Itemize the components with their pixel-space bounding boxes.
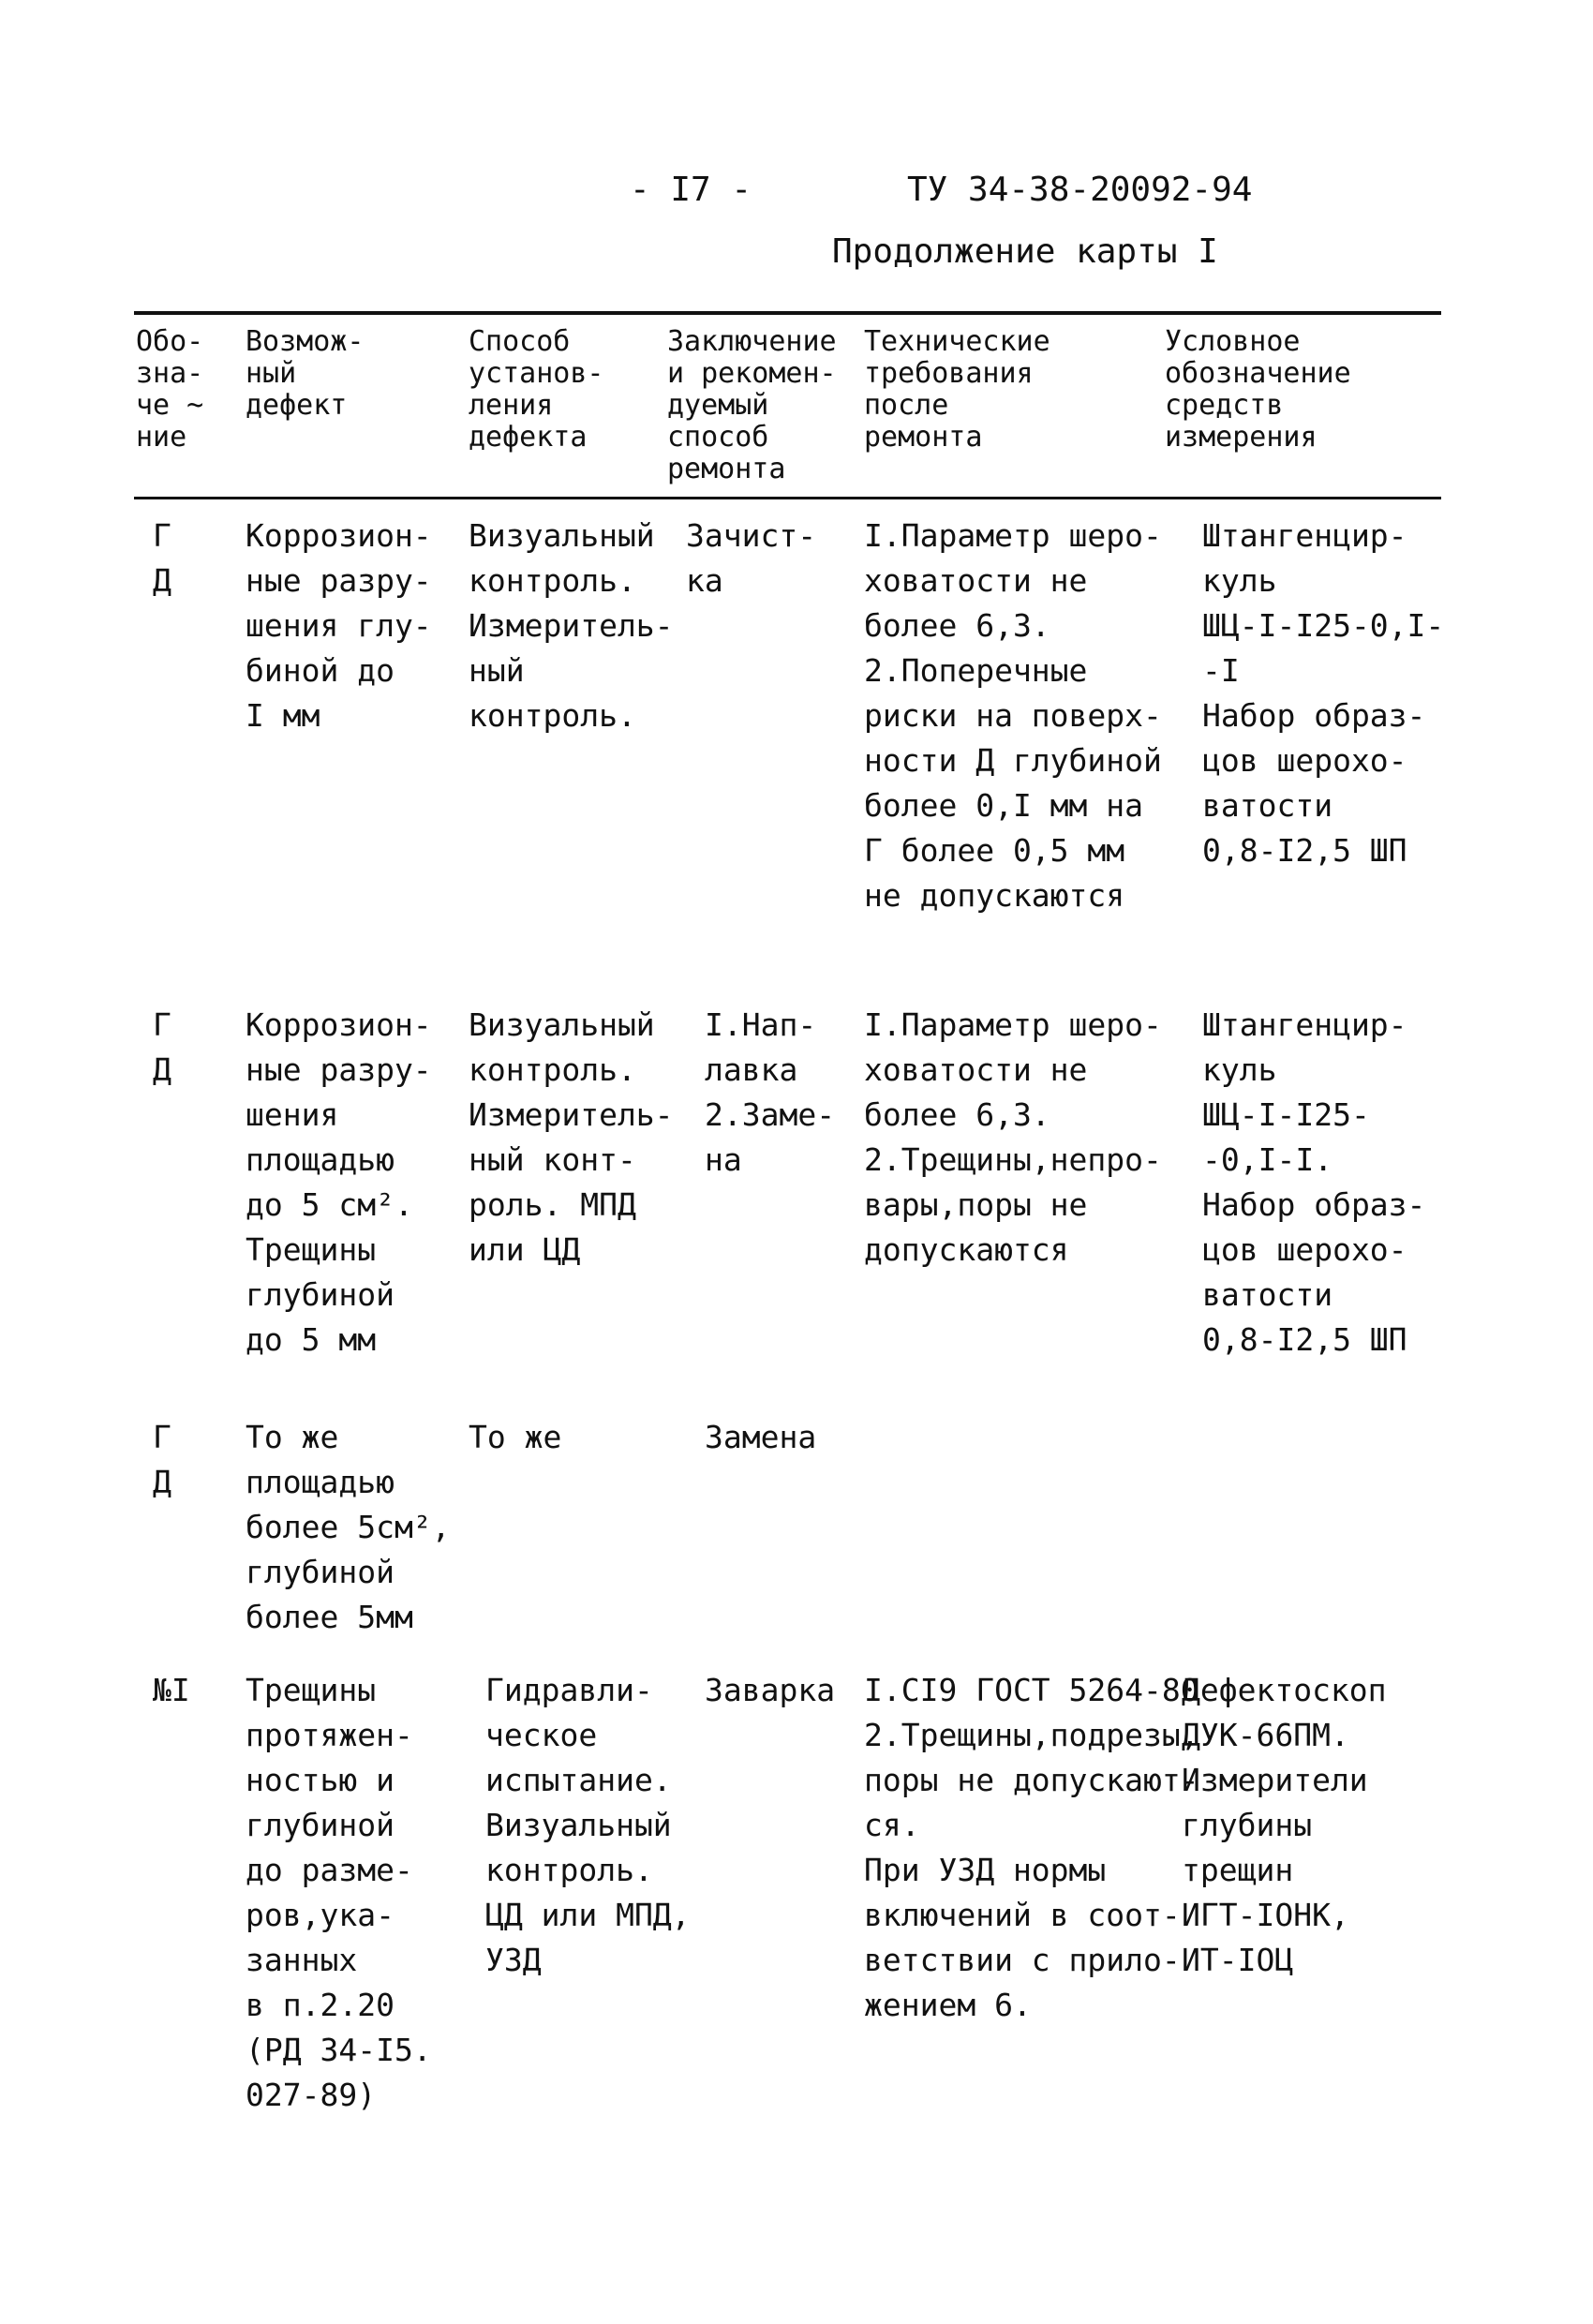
column-header-line: дуемый <box>667 389 769 422</box>
column-header-line: Условное <box>1165 325 1301 358</box>
cell-line: трещин <box>1182 1852 1294 1888</box>
cell-line: Штангенцир- <box>1202 517 1407 554</box>
cell-line: 2.Трещины,подрезы, <box>864 1717 1199 1753</box>
cell-line: более 5см², <box>246 1509 451 1545</box>
column-header-instruments <box>1165 326 1351 454</box>
column-header-line: Возмож- <box>246 325 365 358</box>
cell-line: шения глу- <box>246 607 432 644</box>
cell-method <box>469 1415 561 1460</box>
column-header-line: и рекомен- <box>667 357 837 390</box>
cell-line: площадью <box>246 1464 395 1500</box>
cell-instruments <box>1202 1003 1425 1363</box>
cell-line: Трещины <box>246 1231 377 1268</box>
cell-requirements <box>864 514 1162 918</box>
cell-line: цов шерохо- <box>1202 742 1407 779</box>
cell-designation <box>153 514 171 603</box>
cell-line: I.Нап- <box>705 1006 817 1043</box>
cell-line: Замена <box>705 1419 817 1455</box>
cell-line: Д <box>153 1051 171 1088</box>
cell-line: биной до <box>246 652 395 689</box>
cell-line: до 5 см². <box>246 1186 413 1223</box>
column-header-line: средств <box>1165 389 1284 422</box>
cell-defect <box>246 1003 432 1363</box>
cell-line: куль <box>1202 1051 1277 1088</box>
cell-line: занных <box>246 1942 358 1978</box>
cell-line: -0,I-I. <box>1202 1141 1333 1178</box>
cell-line: ный <box>469 652 525 689</box>
cell-line: более 6,3. <box>864 607 1050 644</box>
column-header-line: дефект <box>246 389 348 422</box>
cell-line: не допускаются <box>864 877 1125 914</box>
cell-line: ховатости не <box>864 562 1088 599</box>
cell-repair <box>705 1668 835 1713</box>
cell-line: I.Параметр шеро- <box>864 517 1162 554</box>
cell-method <box>485 1668 691 1983</box>
cell-line: То же <box>469 1419 562 1455</box>
column-header-line: требования <box>864 357 1034 390</box>
column-header-line: способ <box>667 421 769 454</box>
cell-line: ШЦ-I-I25-0,I- <box>1202 607 1445 644</box>
cell-defect <box>246 1415 451 1640</box>
cell-line: ся. <box>864 1807 920 1843</box>
cell-line: ИГТ-IОНК, <box>1182 1897 1349 1933</box>
cell-line: Д <box>153 562 171 599</box>
cell-line: более 0,I мм на <box>864 787 1144 824</box>
cell-line: ватости <box>1202 1276 1333 1313</box>
cell-line: 2.Трещины,непро- <box>864 1141 1162 1178</box>
cell-line: допускаются <box>864 1231 1069 1268</box>
cell-line: I мм <box>246 697 320 734</box>
cell-line: площадью <box>246 1141 395 1178</box>
cell-line: Набор образ- <box>1202 1186 1426 1223</box>
column-header-line: зна- <box>136 357 204 390</box>
cell-line: контроль. <box>469 562 636 599</box>
page-number: - I7 - <box>630 171 752 209</box>
cell-line: жением 6. <box>864 1987 1032 2023</box>
cell-line: ные разру- <box>246 1051 432 1088</box>
cell-line: роль. МПД <box>469 1186 636 1223</box>
column-header-repair <box>667 326 837 485</box>
cell-line: протяжен- <box>246 1717 413 1753</box>
cell-line: 0,8-I2,5 ШП <box>1202 1321 1407 1358</box>
cell-line: 2.Заме- <box>705 1096 836 1133</box>
cell-line: ветствии с прило- <box>864 1942 1181 1978</box>
cell-designation <box>153 1415 171 1505</box>
cell-repair <box>686 514 816 603</box>
column-header-line: ремонта <box>667 453 786 485</box>
column-header-line: ления <box>469 389 554 422</box>
cell-line: I.CI9 ГОСТ 5264-80 <box>864 1672 1199 1708</box>
cell-line: ШЦ-I-I25- <box>1202 1096 1370 1133</box>
cell-line: ности Д глубиной <box>864 742 1162 779</box>
cell-line: Набор образ- <box>1202 697 1426 734</box>
cell-line: включений в соот- <box>864 1897 1181 1933</box>
cell-instruments <box>1182 1668 1387 1983</box>
cell-line: до разме- <box>246 1852 413 1888</box>
cell-line: Измеритель- <box>469 607 674 644</box>
table-header-rule <box>134 497 1441 499</box>
cell-line: Г <box>153 517 171 554</box>
cell-line: 027-89) <box>246 2077 377 2113</box>
column-header-line: Заключение <box>667 325 837 358</box>
cell-line: ватости <box>1202 787 1333 824</box>
cell-repair <box>705 1415 816 1460</box>
cell-line: глубиной <box>246 1554 395 1590</box>
cell-line: ховатости не <box>864 1051 1088 1088</box>
cell-line: №I <box>153 1672 190 1708</box>
cell-line: более 5мм <box>246 1599 413 1635</box>
table-continuation-title: Продолжение карты I <box>832 232 1218 271</box>
column-header-line: Способ <box>469 325 571 358</box>
cell-line: (РД 34-I5. <box>246 2032 432 2068</box>
cell-line: глубиной <box>246 1276 395 1313</box>
column-header-line: после <box>864 389 949 422</box>
cell-line: ка <box>686 562 723 599</box>
table-top-rule <box>134 311 1441 315</box>
cell-line: То же <box>246 1419 339 1455</box>
cell-line: или ЦД <box>469 1231 581 1268</box>
cell-line: до 5 мм <box>246 1321 377 1358</box>
cell-line: Гидравли- <box>485 1672 653 1708</box>
cell-requirements <box>864 1003 1162 1273</box>
column-header-line: дефекта <box>469 421 588 454</box>
column-header-line: ный <box>246 357 297 390</box>
cell-line: 2.Поперечные <box>864 652 1088 689</box>
column-header-line: измерения <box>1165 421 1318 454</box>
column-header-line: Обо- <box>136 325 204 358</box>
cell-line: контроль. <box>469 1051 636 1088</box>
cell-line: Визуальный <box>469 1006 655 1043</box>
cell-line: Дефектоскоп <box>1182 1672 1387 1708</box>
cell-line: Д <box>153 1464 171 1500</box>
cell-instruments <box>1202 514 1444 873</box>
cell-line: глубины <box>1182 1807 1313 1843</box>
column-header-line: ние <box>136 421 187 454</box>
document-code: ТУ 34-38-20092-94 <box>907 171 1253 209</box>
cell-line: риски на поверх- <box>864 697 1162 734</box>
cell-designation <box>153 1668 190 1713</box>
cell-line: Трещины <box>246 1672 377 1708</box>
cell-line: на <box>705 1141 742 1178</box>
cell-line: Г более 0,5 мм <box>864 832 1125 869</box>
cell-line: Визуальный <box>485 1807 672 1843</box>
cell-line: поры не допускают- <box>864 1762 1199 1798</box>
cell-line: шения <box>246 1096 339 1133</box>
cell-method <box>469 1003 674 1273</box>
cell-line: При УЗД нормы <box>864 1852 1107 1888</box>
cell-line: вары,поры не <box>864 1186 1088 1223</box>
cell-defect <box>246 1668 432 2118</box>
cell-line: лавка <box>705 1051 798 1088</box>
cell-line: контроль. <box>469 697 636 734</box>
cell-line: ностью и <box>246 1762 395 1798</box>
cell-line: ный конт- <box>469 1141 636 1178</box>
cell-line: Коррозион- <box>246 517 432 554</box>
cell-line: в п.2.20 <box>246 1987 395 2023</box>
cell-line: УЗД <box>485 1942 542 1978</box>
cell-method <box>469 514 674 738</box>
cell-designation <box>153 1003 171 1093</box>
cell-line: Измеритель- <box>469 1096 674 1133</box>
cell-line: куль <box>1202 562 1277 599</box>
column-header-requirements <box>864 326 1050 454</box>
column-header-line: че ~ <box>136 389 204 422</box>
cell-line: ЦД или МПД, <box>485 1897 691 1933</box>
cell-line: контроль. <box>485 1852 653 1888</box>
cell-line: Заварка <box>705 1672 836 1708</box>
cell-line: ческое <box>485 1717 598 1753</box>
cell-line: ДУК-66ПМ. <box>1182 1717 1349 1753</box>
cell-line: -I <box>1202 652 1240 689</box>
column-header-line: ремонта <box>864 421 983 454</box>
column-header-line: Технические <box>864 325 1050 358</box>
cell-line: цов шерохо- <box>1202 1231 1407 1268</box>
cell-line: Визуальный <box>469 517 655 554</box>
column-header-line: обозначение <box>1165 357 1351 390</box>
cell-line: Коррозион- <box>246 1006 432 1043</box>
cell-line: ные разру- <box>246 562 432 599</box>
column-header-designation <box>136 326 203 454</box>
cell-line: Г <box>153 1419 171 1455</box>
cell-line: I.Параметр шеро- <box>864 1006 1162 1043</box>
cell-line: испытание. <box>485 1762 672 1798</box>
cell-line: глубиной <box>246 1807 395 1843</box>
cell-line: ИТ-IОЦ <box>1182 1942 1294 1978</box>
cell-line: Г <box>153 1006 171 1043</box>
cell-line: 0,8-I2,5 ШП <box>1202 832 1407 869</box>
cell-line: Зачист- <box>686 517 817 554</box>
cell-defect <box>246 514 432 738</box>
column-header-method <box>469 326 604 454</box>
cell-line: более 6,3. <box>864 1096 1050 1133</box>
cell-line: ров,ука- <box>246 1897 395 1933</box>
cell-line: Штангенцир- <box>1202 1006 1407 1043</box>
column-header-line: установ- <box>469 357 604 390</box>
cell-requirements <box>864 1668 1199 2028</box>
column-header-defect <box>246 326 364 422</box>
cell-line: Измерители <box>1182 1762 1368 1798</box>
cell-repair <box>705 1003 835 1183</box>
